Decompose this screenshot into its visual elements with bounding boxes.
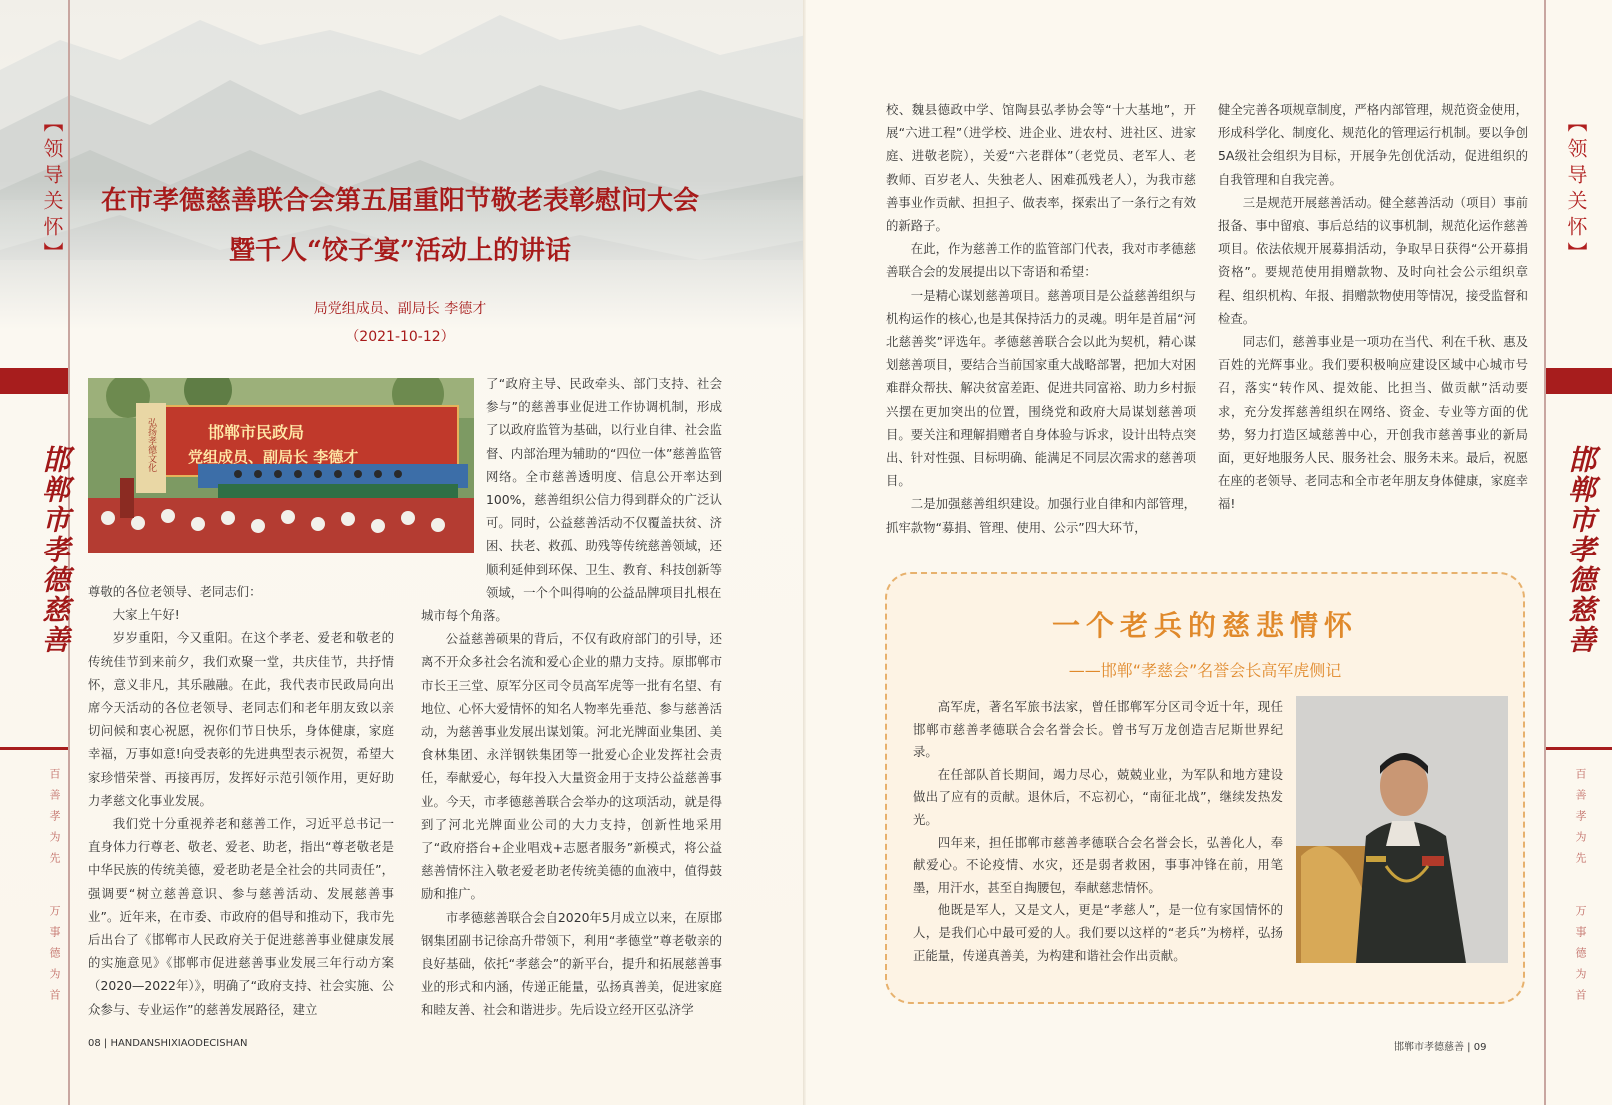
speech-date: （2021-10-12） [345, 329, 455, 345]
page-folio-right: 邯郸市孝德慈善 | 09 [1394, 1042, 1487, 1053]
right-thin-red-rule [1546, 747, 1612, 750]
mountain-landscape-backdrop [0, 0, 806, 330]
feature-subtitle: ——邯郸“孝慈会”名誉会长高军虎侧记 [1068, 661, 1342, 680]
article-title-line2: 暨千人“饺子宴”活动上的讲话 [229, 236, 571, 266]
paragraph: 四年来，担任邯郸市慈善孝德联合会名誉会长，弘善化人，奉献爱心。不论疫情、水灾，还是弱者救困，事事冲锋在前，用笔墨，用汗水，甚至自掏腰包，奉献慈悲情怀。 [913, 834, 1283, 895]
motto-bottom: 万事德为首 [48, 905, 61, 1010]
event-photo [88, 378, 474, 553]
paragraph: 高军虎，著名军旅书法家，曾任邯郸军分区司令近十年，现任邯郸市慈善孝德联合会名誉会长。曾书写万龙创造吉尼斯世界纪录。 [913, 699, 1283, 760]
column-4 [1218, 98, 1528, 516]
feature-text [913, 696, 1283, 967]
photo-banner-line1: 邯郸市民政局 [208, 423, 305, 442]
section-tag: 【领导关怀】 [40, 112, 64, 268]
author-byline: 局党组成员、副局长 李德才 [313, 301, 487, 317]
motto-top: 百善孝为先 [48, 768, 61, 873]
page-folio-left: 08 | HANDANSHIXIAODECISHAN [88, 1038, 248, 1049]
left-red-band [0, 368, 68, 394]
motto-top: 百善孝为先 [1574, 768, 1587, 873]
paragraph: 了“政府主导、民政牵头、部门支持、社会参与”的慈善事业促进工作协调机制，形成了以政府监管为基础，以行业自律、社会监督、内部治理为辅助的“四位一体”慈善监管网络。全市慈善透明度、信息公开率达到100%，慈善组织公信力得到群众的广泛认可。同时，公益慈善活动不仅覆盖扶贫、济困、扶老、救孤、助残等传统慈善领域，还顺利延伸到环保、卫生、教育、科技创新等领域，一个个叫得响的公益品牌项目扎根在 [486, 376, 722, 600]
right-red-band [1546, 368, 1612, 394]
salutation: 尊敬的各位老领导、老同志们： [88, 584, 262, 599]
right-margin-rule [1544, 0, 1546, 1105]
right-page [806, 0, 1612, 1105]
paragraph: 一是精心谋划慈善项目。慈善项目是公益慈善组织与机构运作的核心,也是其保持活力的灵魂。明年是首届“河北慈善奖”评选年。孝德慈善联合会以此为契机，精心谋划慈善项目，要结合当前国家重大战略部署，把加大对困难群众帮扶、解决贫富差距、促进共同富裕、助力乡村振兴摆在更加突出的位置，围绕党和政府大局谋划慈善项目。要关注和理解捐赠者自身体验与诉求，设计出特点突出、针对性强、目标明确、能满足不同层次需求的慈善项目。 [886, 287, 1196, 489]
left-thin-red-rule [0, 747, 68, 750]
brand-calligraphy: 邯郸市孝德慈善 [38, 445, 71, 655]
paragraph: 他既是军人，又是文人，更是“孝慈人”，是一位有家国情怀的人，是我们心中最可爱的人。我们要以这样的“老兵”为榜样，弘扬正能量，传递真善美，为构建和谐社会作出贡献。 [913, 902, 1283, 963]
paragraph: 市孝德慈善联合会自2020年5月成立以来，在原邯钢集团副书记徐高升带领下，利用“孝德堂”尊老敬亲的良好基础，依托“孝慈会”的新平台，提升和拓展慈善事业的形式和内涵，传递正能量，弘扬真善美，促进家庭和睦友善、社会和谐进步。先后设立经开区弘济学 [421, 909, 722, 1018]
paragraph: 在任部队首长期间，竭力尽心，兢兢业业，为军队和地方建设做出了应有的贡献。退休后，不忘初心，“南征北战”，继续发热发光。 [913, 766, 1283, 827]
paragraph: 岁岁重阳，今又重阳。在这个孝老、爱老和敬老的传统佳节到来前夕，我们欢聚一堂，共庆佳节，共抒情怀，意义非凡，其乐融融。在此，我代表市民政局向出席今天活动的各位老领导、老同志们和老年朋友致以亲切问候和衷心祝愿，祝你们节日快乐，身体健康，家庭幸福，万事如意!向受表彰的先进典型表示祝贺，希望大家珍惜荣誉、再接再厉，发挥好示范引领作用，更好助力孝慈文化事业发展。 [88, 630, 394, 808]
paragraph: 二是加强慈善组织建设。加强行业自律和内部管理，抓牢款物“募捐、管理、使用、公示”四大环节， [886, 496, 1196, 535]
column-1 [88, 580, 394, 1021]
column-2-top [486, 372, 722, 604]
brand-calligraphy: 邯郸市孝德慈善 [1564, 445, 1597, 655]
paragraph: 大家上午好! [112, 607, 180, 623]
paragraph: 在此，作为慈善工作的监管部门代表，我对市孝德慈善联合会的发展提出以下寄语和希望： [886, 241, 1196, 280]
photo-side-banner: 弘扬孝德文化 [146, 418, 156, 472]
feature-title: 一个老兵的慈悲情怀 [1051, 609, 1358, 642]
section-tag: 【领导关怀】 [1564, 112, 1588, 268]
paragraph: 三是规范开展慈善活动。健全慈善活动（项目）事前报备、事中留痕、事后总结的议事机制，规范化运作慈善项目。依法依规开展募捐活动，争取早日获得“公开募捐资格”。要规范使用捐赠款物、及时向社会公示组织章程、组织机构、年报、捐赠款物使用等情况，接受监督和检查。 [1218, 194, 1528, 326]
paragraph: 我们党十分重视养老和慈善工作，习近平总书记一直身体力行尊老、敬老、爱老、助老，指出“尊老敬老是中华民族的传统美德，爱老助老是全社会的共同责任”，强调要“树立慈善意识、参与慈善活动、发展慈善事业”。近年来，在市委、市政府的倡导和推动下，我市先后出台了《邯郸市人民政府关于促进慈善事业健康发展的实施意见》《邯郸市促进慈善事业发展三年行动方案（2020—2022年）》，明确了“政府支持、社会实施、公众参与、专业运作”的慈善发展路径，建立 [88, 816, 394, 1017]
paragraph: 校、魏县德政中学、馆陶县弘孝协会等“十大基地”，开展“六进工程”（进学校、进企业、进农村、进社区、进家庭、进敬老院），关爱“六老群体”（老党员、老军人、老教师、百岁老人、失独老人、困难孤残老人），为我市慈善事业作贡献、担担子、做表率，探索出了一条行之有效的新路子。 [886, 102, 1196, 234]
photo-banner-line2: 党组成员、副局长 李德才 [188, 448, 359, 466]
motto-bottom: 万事德为首 [1574, 905, 1587, 1010]
column-2 [421, 604, 722, 1022]
paragraph: 同志们，慈善事业是一项功在当代、利在千秋、惠及百姓的光辉事业。我们要积极响应建设区域中心城市号召，落实“转作风、提效能、比担当、做贡献”活动要求，充分发挥慈善组织在网络、资金、专业等方面的优势，努力打造区域慈善中心，开创我市慈善事业的新局面，更好地服务人民、服务社会、服务未来。最后，祝愿在座的老领导、老同志和全市老年朋友身体健康，家庭幸福! [1218, 334, 1528, 512]
article-title-line1: 在市孝德慈善联合会第五届重阳节敬老表彰慰问大会 [100, 186, 699, 216]
column-3 [886, 98, 1196, 539]
paragraph: 健全完善各项规章制度，严格内部管理，规范资金使用，形成科学化、制度化、规范化的管理运行机制。要以争创5A级社会组织为目标，开展争先创优活动，促进组织的自我管理和自我完善。 [1218, 102, 1528, 187]
portrait-photo [1296, 696, 1508, 963]
paragraph: 城市每个角落。 [421, 608, 508, 623]
feature-box [885, 572, 1525, 1004]
paragraph: 公益慈善硕果的背后，不仅有政府部门的引导，还离不开众多社会名流和爱心企业的鼎力支持。原邯郸市市长王三堂、原军分区司令员高军虎等一批有名望、有地位、心怀大爱情怀的知名人物率先垂范、参与慈善活动，为慈善事业发展出谋划策。河北光牌面业集团、美食林集团、永洋钢铁集团等一批爱心企业发挥社会责任，奉献爱心，每年投入大量资金用于支持公益慈善事业。今天，市孝德慈善联合会举办的这项活动，就是得到了河北光牌面业公司的大力支持，创新性地采用了“政府搭台+企业唱戏+志愿者服务”新模式，将公益慈善情怀注入敬老爱老助老传统美德的血液中，值得鼓励和推广。 [421, 631, 722, 902]
